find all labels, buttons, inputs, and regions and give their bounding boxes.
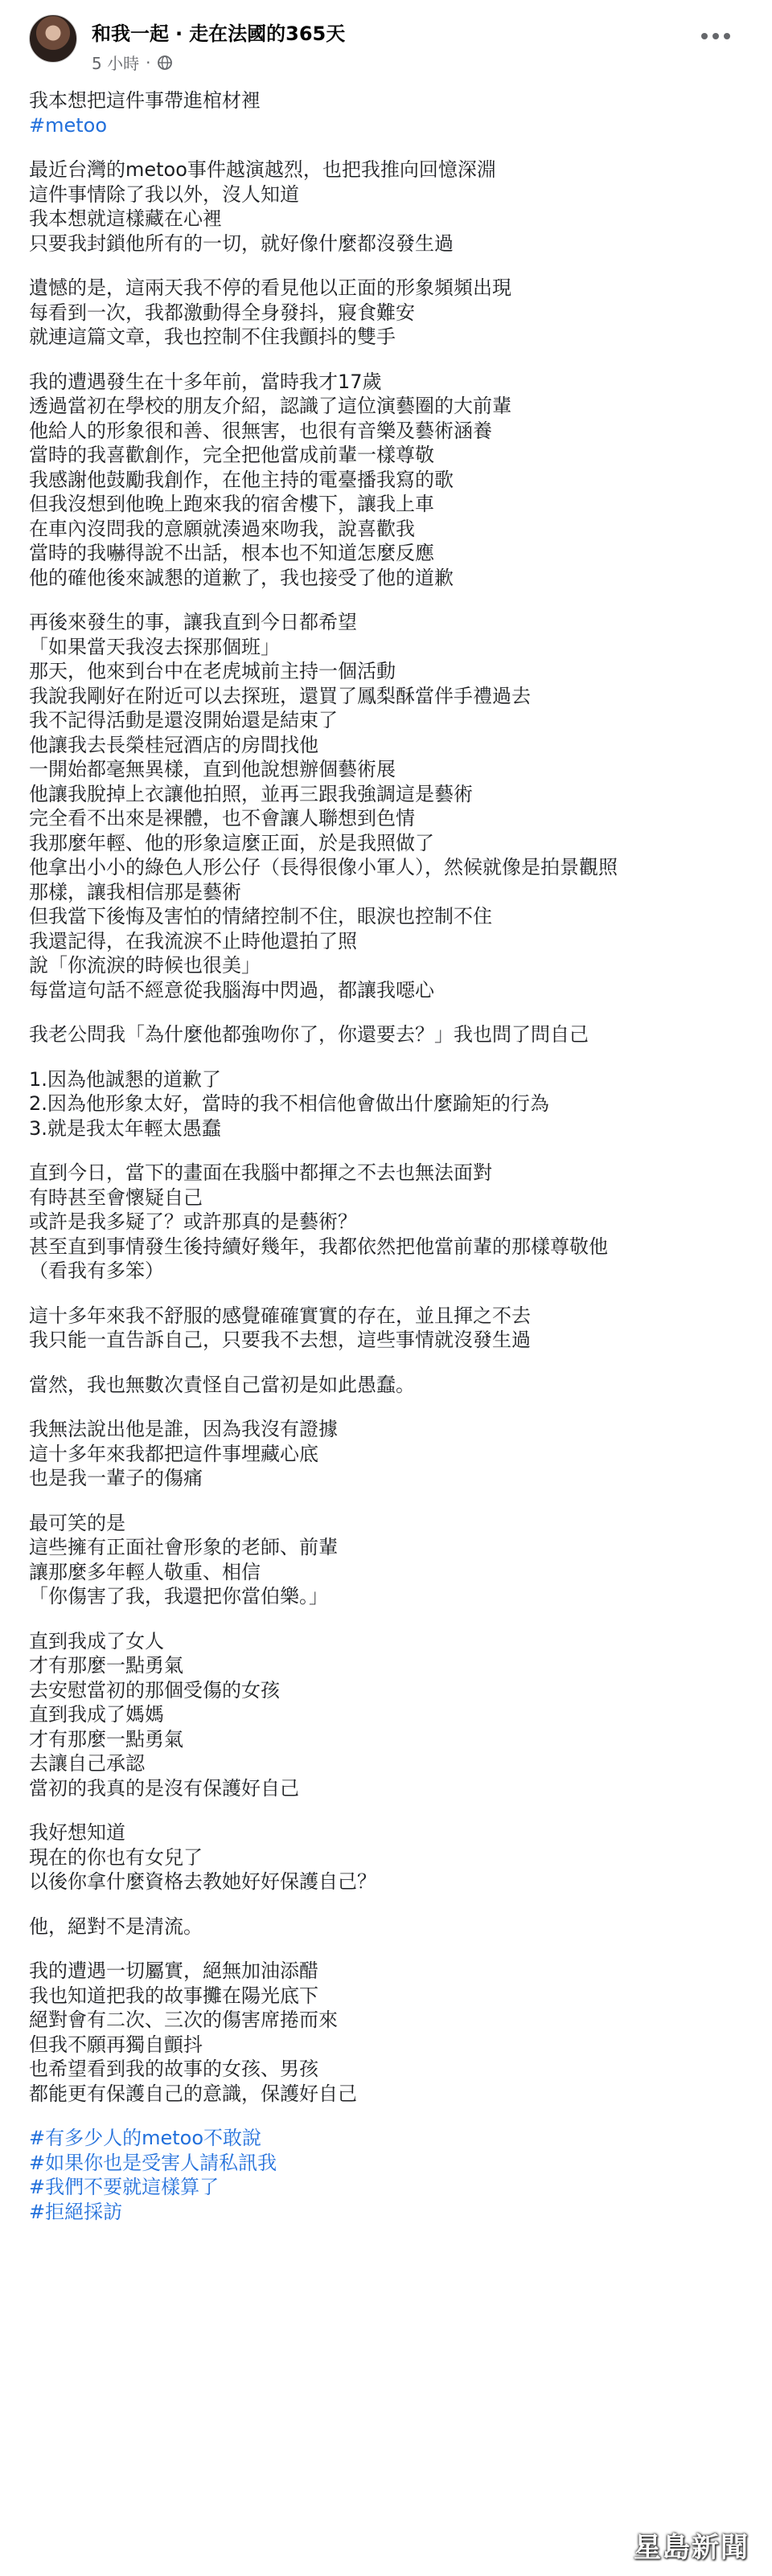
author-separator: · bbox=[175, 23, 183, 45]
post-text-line: 以後你拿什麼資格去教她好好保護自己？ bbox=[29, 1870, 376, 1893]
post-text-line: 甚至直到事情發生後持續好幾年，我都依然把他當前輩的那樣尊敬他 bbox=[29, 1235, 608, 1258]
post-text-line: 去安慰當初的那個受傷的女孩 bbox=[29, 1678, 280, 1702]
post-text-line: 我感謝他鼓勵我創作，在他主持的電臺播我寫的歌 bbox=[29, 468, 454, 491]
post-text-line: 最可笑的是 bbox=[29, 1511, 125, 1534]
post-text-line: 讓那麼多年輕人敬重、相信 bbox=[29, 1560, 261, 1583]
post-paragraph bbox=[29, 1304, 745, 1353]
post-text-line: 每當這句話不經意從我腦海中閃過，都讓我噁心 bbox=[29, 978, 434, 1001]
post-text-line: 才有那麼一點勇氣 bbox=[29, 1727, 183, 1751]
post-text-line: 或許是我多疑了？或許那真的是藝術？ bbox=[29, 1210, 357, 1233]
post-text-line: 透過當初在學校的朋友介紹，認識了這位演藝圈的大前輩 bbox=[29, 395, 511, 417]
post-paragraph bbox=[29, 610, 745, 1002]
post-text-line: 一開始都毫無異樣，直到他說想辦個藝術展 bbox=[29, 758, 396, 780]
post-text-line: 當時的我嚇得說不出話，根本也不知道怎麼反應 bbox=[29, 542, 434, 564]
hashtag-link[interactable]: #我們不要就這樣算了 bbox=[29, 2176, 220, 2198]
post-text-line: 當時的我喜歡創作，完全把他當成前輩一樣尊敬 bbox=[29, 444, 434, 466]
post-text-line: 2.因為他形象太好，當時的我不相信他會做出什麼踰矩的行為 bbox=[29, 1092, 549, 1115]
author-line bbox=[92, 18, 345, 46]
post-meta bbox=[92, 51, 173, 74]
post-text-line: 才有那麼一點勇氣 bbox=[29, 1654, 183, 1677]
post-text-line: 我不記得活動是還沒開始還是結束了 bbox=[29, 709, 338, 731]
post-text-line: 就連這篇文章，我也控制不住我顫抖的雙手 bbox=[29, 326, 396, 348]
post-text-line: 當然，我也無數次責怪自己當初是如此愚蠢。 bbox=[29, 1373, 415, 1396]
post-paragraph bbox=[29, 1820, 745, 1894]
post-text-line: 在車內沒問我的意願就湊過來吻我，說喜歡我 bbox=[29, 517, 415, 540]
hashtag-link[interactable]: #metoo bbox=[29, 113, 108, 137]
post-text-line: 遺憾的是，這兩天我不停的看見他以正面的形象頻頻出現 bbox=[29, 276, 511, 299]
post-text-line: 完全看不出來是裸體，也不會讓人聯想到色情 bbox=[29, 807, 415, 829]
post-text-line: 當初的我真的是沒有保護好自己 bbox=[29, 1776, 299, 1800]
hashtag-link[interactable]: #拒絕採訪 bbox=[29, 2200, 123, 2223]
post-paragraph bbox=[29, 1959, 745, 2106]
post-text-line: 也希望看到我的故事的女孩、男孩 bbox=[29, 2058, 318, 2080]
post-text-line: 我的遭遇一切屬實，絕無加油添醋 bbox=[29, 1960, 318, 1982]
post-text-line: 但我沒想到他晚上跑來我的宿舍樓下，讓我上車 bbox=[29, 493, 434, 515]
post-text-line: 我本想就這樣藏在心裡 bbox=[29, 207, 222, 230]
post-text-line: 這件事情除了我以外，沒人知道 bbox=[29, 182, 299, 206]
post-paragraph bbox=[29, 1161, 745, 1284]
post-text-line: 3.就是我太年輕太愚蠢 bbox=[29, 1116, 221, 1140]
post-text-line: 有時甚至會懷疑自己 bbox=[29, 1186, 203, 1209]
post-text-line: 他，絕對不是清流。 bbox=[29, 1915, 203, 1938]
post-text-line: 我也知道把我的故事攤在陽光底下 bbox=[29, 1984, 318, 2007]
post-text-line: 這十多年來我不舒服的感覺確確實實的存在，並且揮之不去 bbox=[29, 1304, 531, 1327]
post-text-line: 「你傷害了我，我還把你當伯樂。」 bbox=[29, 1585, 328, 1607]
post-text-line: 但我當下後悔及害怕的情緒控制不住，眼淚也控制不住 bbox=[29, 905, 492, 928]
page-name[interactable]: 走在法國的365天 bbox=[189, 23, 346, 45]
post-text-line: 我還記得，在我流淚不止時他還拍了照 bbox=[29, 929, 357, 952]
post-text-line: 直到我成了媽媽 bbox=[29, 1703, 164, 1726]
post-paragraph bbox=[29, 1022, 745, 1047]
post-text-line: 「如果當天我沒去探那個班」 bbox=[29, 635, 280, 658]
post-text-line: 他的確他後來誠懇的道歉了，我也接受了他的道歉 bbox=[29, 566, 454, 589]
post-text-line: 現在的你也有女兒了 bbox=[29, 1845, 203, 1869]
post-text-line: 那樣，讓我相信那是藝術 bbox=[29, 880, 241, 903]
post-paragraph bbox=[29, 1417, 745, 1491]
post-text-line: 也是我一輩子的傷痛 bbox=[29, 1467, 203, 1489]
post-text-line: 1.因為他誠懇的道歉了 bbox=[29, 1067, 221, 1091]
post-text-line: 他讓我去長榮桂冠酒店的房間找他 bbox=[29, 733, 318, 756]
post-paragraph bbox=[29, 1511, 745, 1609]
post-text-line: 直到我成了女人 bbox=[29, 1629, 164, 1652]
hashtag-link[interactable]: #有多少人的metoo不敢說 bbox=[29, 2127, 262, 2149]
post-text-line: 再後來發生的事，讓我直到今日都希望 bbox=[29, 611, 357, 633]
post-body bbox=[29, 88, 745, 2244]
post-text-line: 最近台灣的metoo事件越演越烈，也把我推向回憶深淵 bbox=[29, 158, 496, 181]
post-text-line: 他拿出小小的綠色人形公仔（長得很像小軍人），然候就像是拍景觀照 bbox=[29, 856, 618, 878]
post-text-line: 我的遭遇發生在十多年前，當時我才17歲 bbox=[29, 370, 382, 393]
avatar[interactable] bbox=[29, 14, 77, 63]
post-paragraph bbox=[29, 370, 745, 591]
post-text-line: （看我有多笨） bbox=[29, 1259, 164, 1282]
post-text-line: 他讓我脫掉上衣讓他拍照，並再三跟我強調這是藝術 bbox=[29, 782, 473, 805]
post-paragraph bbox=[29, 88, 745, 137]
hashtag-link[interactable]: #如果你也是受害人請私訊我 bbox=[29, 2151, 277, 2174]
post-text-line: 我說我剛好在附近可以去探班，還買了鳳梨酥當伴手禮過去 bbox=[29, 684, 531, 707]
post-paragraph bbox=[29, 1067, 745, 1141]
post-paragraph bbox=[29, 1629, 745, 1801]
post-text-line: 說「你流淚的時候也很美」 bbox=[29, 954, 261, 977]
post-paragraph bbox=[29, 1915, 745, 1939]
post-text-line: 但我不願再獨自顫抖 bbox=[29, 2033, 203, 2056]
post-text-line: 我本想把這件事帶進棺材裡 bbox=[29, 89, 261, 112]
globe-icon bbox=[157, 55, 173, 71]
post-text-line: 都能更有保護自己的意識，保護好自己 bbox=[29, 2082, 357, 2105]
post-text-line: 這十多年來我都把這件事埋藏心底 bbox=[29, 1442, 318, 1465]
post-text-line: 我那麼年輕、他的形象這麼正面，於是我照做了 bbox=[29, 831, 434, 854]
post-text-line: 每看到一次，我都激動得全身發抖，寢食難安 bbox=[29, 301, 415, 324]
author-name[interactable]: 和我一起 bbox=[92, 23, 169, 45]
post-text-line: 我好想知道 bbox=[29, 1821, 125, 1844]
post-text-line: 絕對會有二次、三次的傷害席捲而來 bbox=[29, 2009, 338, 2031]
post-header bbox=[0, 0, 772, 88]
post-text-line: 這些擁有正面社會形象的老師、前輩 bbox=[29, 1536, 338, 1558]
post-text-line: 直到今日，當下的畫面在我腦中都揮之不去也無法面對 bbox=[29, 1161, 492, 1184]
post-paragraph bbox=[29, 158, 745, 256]
meta-separator: · bbox=[146, 52, 151, 72]
post-text-line: 他給人的形象很和善、很無害，也很有音樂及藝術涵養 bbox=[29, 419, 492, 442]
post-text-line: 我無法說出他是誰，因為我沒有證據 bbox=[29, 1418, 338, 1440]
timestamp[interactable]: 5 小時 bbox=[92, 54, 140, 73]
more-horizontal-icon[interactable] bbox=[696, 23, 736, 50]
post-paragraph bbox=[29, 276, 745, 350]
hashtag-list bbox=[29, 2126, 745, 2224]
post-paragraph bbox=[29, 1373, 745, 1398]
post-text-line: 我老公問我「為什麼他都強吻你了，你還要去？」我也問了問自己 bbox=[29, 1023, 589, 1046]
post-text-line: 去讓自己承認 bbox=[29, 1752, 145, 1775]
post-text-line: 我只能一直告訴自己，只要我不去想，這些事情就沒發生過 bbox=[29, 1329, 531, 1351]
post-text-line: 只要我封鎖他所有的一切，就好像什麼都沒發生過 bbox=[29, 231, 454, 255]
news-watermark: 星島新聞 bbox=[634, 2532, 749, 2564]
post-text-line: 那天，他來到台中在老虎城前主持一個活動 bbox=[29, 660, 396, 682]
